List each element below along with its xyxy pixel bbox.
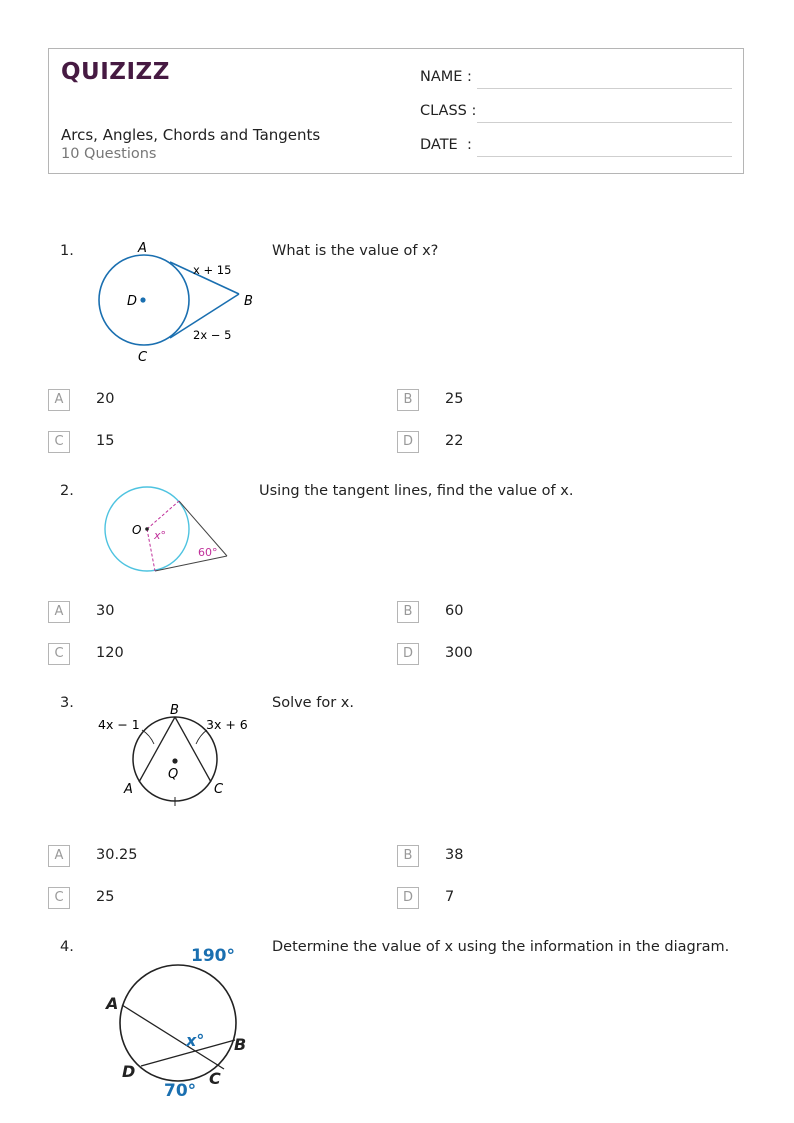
question-text: What is the value of x? [272, 243, 439, 259]
option-value: 25 [96, 889, 115, 905]
option-b[interactable] [397, 601, 697, 625]
point-b-label: B [244, 294, 253, 309]
option-value: 7 [445, 889, 455, 905]
option-value: 20 [96, 391, 115, 407]
option-letter: C [48, 643, 70, 665]
class-label: CLASS : [420, 103, 477, 119]
arc-right-label: 3x + 6 [206, 717, 248, 732]
option-b[interactable] [397, 389, 697, 413]
segment-bottom-label: 2x − 5 [193, 328, 232, 342]
option-value: 22 [445, 433, 464, 449]
option-d[interactable] [397, 431, 697, 455]
question-text: Solve for x. [272, 695, 354, 711]
class-line[interactable] [477, 122, 732, 123]
option-c[interactable] [48, 643, 348, 667]
point-a-label: A [106, 994, 119, 1013]
option-b[interactable] [397, 845, 697, 869]
option-value: 60 [445, 603, 464, 619]
option-letter: D [397, 431, 419, 453]
center-o-label: O [132, 523, 142, 537]
date-line[interactable] [477, 156, 732, 157]
quizizz-logo: QUIZIZZ [61, 59, 170, 85]
point-c-label: C [214, 782, 224, 797]
tangent-lines-diagram [94, 483, 254, 581]
option-value: 15 [96, 433, 115, 449]
option-d[interactable] [397, 887, 697, 911]
angle-60-label: 60° [198, 546, 218, 559]
worksheet-header [48, 48, 744, 174]
option-value: 38 [445, 847, 464, 863]
option-c[interactable] [48, 887, 348, 911]
option-value: 120 [96, 645, 124, 661]
option-value: 30.25 [96, 847, 138, 863]
question-number: 1. [60, 243, 74, 259]
option-letter: C [48, 887, 70, 909]
option-letter: B [397, 389, 419, 411]
option-a[interactable] [48, 845, 348, 869]
arc-190-label: 190° [191, 946, 235, 966]
worksheet-title: Arcs, Angles, Chords and Tangents [61, 126, 321, 144]
option-a[interactable] [48, 601, 348, 625]
point-d-label: D [127, 294, 138, 309]
point-b-label: B [234, 1035, 247, 1054]
name-line[interactable] [477, 88, 732, 89]
center-q-label: Q [168, 767, 179, 782]
option-letter: A [48, 389, 70, 411]
option-letter: D [397, 887, 419, 909]
point-b-label: B [170, 703, 179, 718]
segment-top-label: x + 15 [193, 263, 232, 277]
question-number: 3. [60, 695, 74, 711]
intersecting-chords-diagram [100, 939, 260, 1099]
point-a-label: A [124, 782, 133, 797]
question-text: Determine the value of x using the information in the diagram. [272, 939, 730, 955]
class-field[interactable] [420, 103, 732, 125]
point-d-label: D [122, 1062, 136, 1081]
question-number: 4. [60, 939, 74, 955]
date-field[interactable] [420, 137, 732, 159]
option-letter: B [397, 601, 419, 623]
option-letter: C [48, 431, 70, 453]
name-label: NAME : [420, 69, 472, 85]
point-c-label: C [209, 1069, 221, 1088]
option-c[interactable] [48, 431, 348, 455]
option-letter: A [48, 845, 70, 867]
option-letter: D [397, 643, 419, 665]
option-value: 30 [96, 603, 115, 619]
option-letter: A [48, 601, 70, 623]
angle-x-label: x° [186, 1031, 205, 1050]
name-field[interactable] [420, 69, 732, 91]
option-d[interactable] [397, 643, 697, 667]
arc-left-label: 4x − 1 [98, 717, 140, 732]
question-count: 10 Questions [61, 146, 157, 162]
date-label: DATE : [420, 137, 472, 153]
angle-x-label: x° [154, 529, 167, 542]
inscribed-chords-diagram [94, 697, 260, 815]
point-a-label: A [138, 241, 147, 256]
option-letter: B [397, 845, 419, 867]
tangent-circle-diagram [94, 237, 264, 363]
question-number: 2. [60, 483, 74, 499]
point-c-label: C [138, 350, 148, 363]
question-text: Using the tangent lines, find the value of x. [259, 483, 574, 499]
option-value: 25 [445, 391, 464, 407]
arc-70-label: 70° [164, 1081, 197, 1099]
option-value: 300 [445, 645, 473, 661]
option-a[interactable] [48, 389, 348, 413]
